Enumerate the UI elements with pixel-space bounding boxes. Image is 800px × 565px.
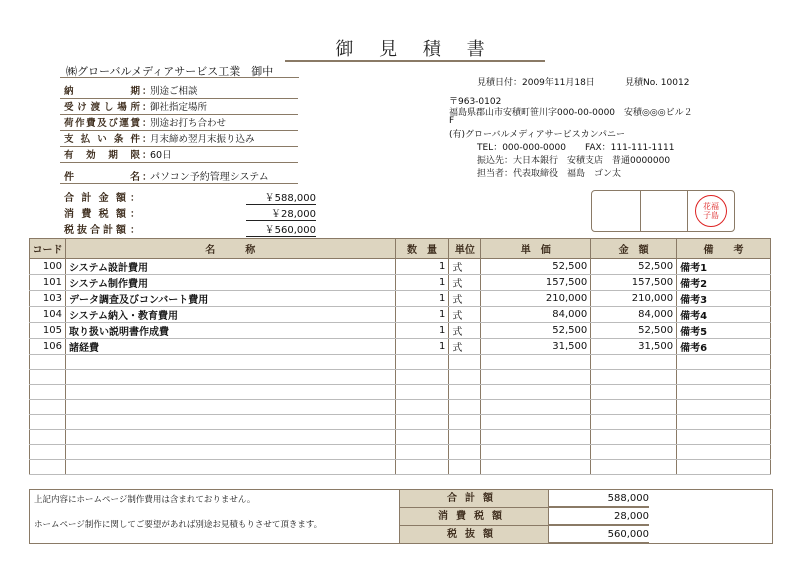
cell-price: 157,500 (481, 275, 591, 291)
tax-label: 消費税額 (64, 209, 126, 220)
cell-qty: 1 (395, 291, 449, 307)
cell-code: 105 (30, 323, 66, 339)
title-underline (285, 60, 545, 62)
cell-name: データ調査及びコンバート費用 (65, 291, 395, 307)
cell-note: 備考2 (677, 275, 771, 291)
estimate-date: 見積日付：2009年11月18日 (477, 78, 595, 88)
header-price: 単 価 (481, 239, 591, 259)
tax-value: ￥28,000 (246, 205, 316, 221)
note-line: ホームページ制作に関してご要望があれば別途お見積もりさせて頂きます。 (34, 520, 323, 530)
cell-code: 104 (30, 307, 66, 323)
header-note: 備 考 (677, 239, 771, 259)
table-header-row (30, 239, 771, 259)
cell-note: 備考3 (677, 291, 771, 307)
cell-price: 31,500 (481, 339, 591, 355)
cell-qty: 1 (395, 259, 449, 275)
info-row-validity: 有効期限 ： 60日 (60, 147, 298, 163)
cell-amount: 157,500 (591, 275, 677, 291)
summary-label: 消費税額 (399, 508, 549, 525)
issuer-address: 福島県郡山市安積町笹川字000-00-0000 安積◎◎◎ビル２ (449, 108, 693, 118)
issuer-company: (有)グローバルメディアサービスカンパニー (449, 130, 625, 140)
subtotal-label: 税抜合計額 (64, 225, 126, 236)
cell-price: 210,000 (481, 291, 591, 307)
cell-amount: 84,000 (591, 307, 677, 323)
items-table (29, 238, 771, 475)
summary-label: 税抜額 (399, 526, 549, 543)
cell-name: システム制作費用 (65, 275, 395, 291)
summary-value: 588,000 (549, 490, 649, 507)
cell-unit: 式 (449, 339, 481, 355)
cell-note: 備考4 (677, 307, 771, 323)
subtotal-row: 税抜合計額 ： ￥560,000 (60, 221, 260, 234)
note-line: 上記内容にホームページ制作費用は含まれておりません。 (34, 495, 256, 505)
header-amount: 金 額 (591, 239, 677, 259)
cell-note: 備考5 (677, 323, 771, 339)
cell-code: 101 (30, 275, 66, 291)
cell-name: 諸経費 (65, 339, 395, 355)
info-row-delivery: 納 期 ： 別途ご相談 (60, 83, 298, 99)
total-row: 合計金額 ： ￥588,000 (60, 189, 260, 202)
cell-code: 103 (30, 291, 66, 307)
summary-value: 28,000 (549, 508, 649, 525)
summary-label: 合計額 (399, 490, 549, 507)
subject-row: 件 名 ： パソコン予約管理システム (60, 168, 298, 184)
cell-code: 106 (30, 339, 66, 355)
header-unit: 単位 (449, 239, 481, 259)
info-label: 支払い条件 (64, 134, 140, 145)
summary-section (29, 489, 773, 544)
estimate-number: 見積No. 10012 (625, 78, 690, 88)
empty-row (30, 355, 771, 370)
empty-row (30, 400, 771, 415)
cell-unit: 式 (449, 307, 481, 323)
client-name: ㈱グローバルメディアサービス工業 御中 (60, 63, 299, 78)
info-label: 受け渡し場所 (64, 102, 140, 113)
cell-amount: 52,500 (591, 259, 677, 275)
total-value: ￥588,000 (246, 189, 316, 205)
cell-code: 100 (30, 259, 66, 275)
cell-name: システム設計費用 (65, 259, 395, 275)
cell-price: 52,500 (481, 259, 591, 275)
cell-qty: 1 (395, 307, 449, 323)
table-row (30, 307, 771, 323)
table-row (30, 275, 771, 291)
table-row (30, 323, 771, 339)
seal-stamp: 花福子島 (695, 195, 727, 227)
cell-unit: 式 (449, 323, 481, 339)
table-row (30, 339, 771, 355)
subject-value: パソコン予約管理システム (150, 172, 269, 183)
cell-name: 取り扱い説明書作成費 (65, 323, 395, 339)
subject-label: 件 名 (64, 172, 140, 183)
cell-amount: 31,500 (591, 339, 677, 355)
cell-unit: 式 (449, 291, 481, 307)
info-label: 有効期限 (64, 150, 140, 161)
document-title: 御 見 積 書 (335, 39, 495, 60)
cell-unit: 式 (449, 259, 481, 275)
header-name: 名 称 (65, 239, 395, 259)
cell-amount: 52,500 (591, 323, 677, 339)
empty-row (30, 430, 771, 445)
info-row-place: 受け渡し場所 ： 御社指定場所 (60, 99, 298, 115)
cell-qty: 1 (395, 323, 449, 339)
empty-row (30, 385, 771, 400)
info-label: 納 期 (64, 86, 140, 97)
info-value: 別途お打ち合わせ (150, 118, 227, 129)
table-row (30, 259, 771, 275)
cell-qty: 1 (395, 275, 449, 291)
empty-row (30, 370, 771, 385)
issuer-bank: 振込先：大日本銀行 安積支店 普通0000000 (477, 156, 671, 166)
issuer-person: 担当者：代表取締役 福島 ゴン太 (477, 169, 622, 179)
summary-value: 560,000 (549, 526, 649, 543)
issuer-postal: 〒963-0102 (449, 97, 502, 107)
tax-row: 消費税額 ： ￥28,000 (60, 205, 260, 218)
header-code: コード (30, 239, 66, 259)
cell-qty: 1 (395, 339, 449, 355)
empty-row (30, 460, 771, 475)
stamp-box (591, 190, 735, 232)
cell-price: 84,000 (481, 307, 591, 323)
info-label: 荷作費及び運賃 (64, 118, 140, 129)
info-value: 御社指定場所 (150, 102, 208, 113)
table-row (30, 291, 771, 307)
header-qty: 数 量 (395, 239, 449, 259)
cell-unit: 式 (449, 275, 481, 291)
info-value: 60日 (150, 150, 172, 161)
empty-row (30, 445, 771, 460)
empty-row (30, 415, 771, 430)
cell-name: システム納入・教育費用 (65, 307, 395, 323)
info-value: 別途ご相談 (150, 86, 198, 97)
cell-note: 備考6 (677, 339, 771, 355)
total-label: 合計金額 (64, 193, 126, 204)
issuer-tel: TEL：000-000-0000 (477, 143, 566, 153)
cell-amount: 210,000 (591, 291, 677, 307)
cell-note: 備考1 (677, 259, 771, 275)
info-row-shipping: 荷作費及び運賃 ： 別途お打ち合わせ (60, 115, 298, 131)
subtotal-value: ￥560,000 (246, 221, 316, 237)
issuer-fax: FAX：111-111-1111 (585, 143, 675, 153)
info-row-payment: 支払い条件 ： 月末締め翌月末振り込み (60, 131, 298, 147)
cell-price: 52,500 (481, 323, 591, 339)
info-value: 月末締め翌月末振り込み (150, 134, 255, 145)
issuer-address-cont: F (449, 116, 455, 126)
